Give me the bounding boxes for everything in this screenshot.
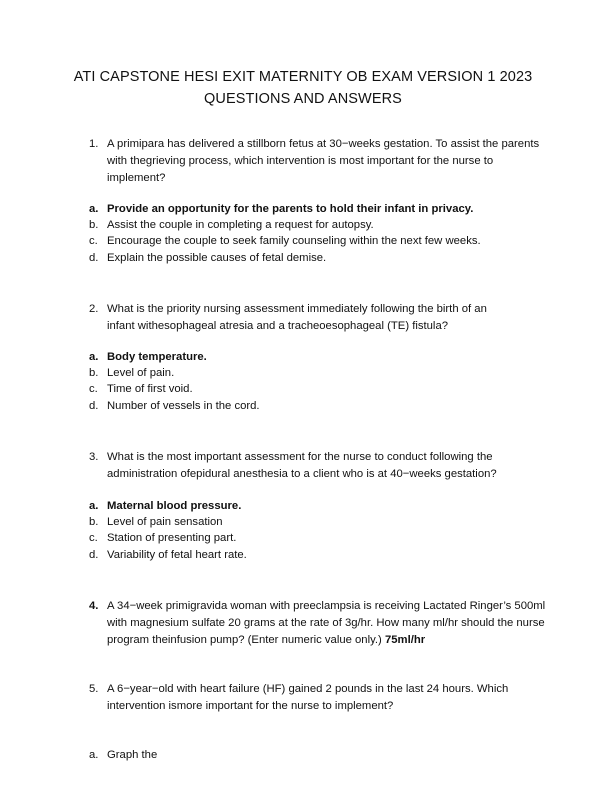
answer-options-5: [89, 747, 569, 763]
option-letter: a.: [89, 351, 99, 363]
question-line: program theinfusion pump? (Enter numeric value only.): [107, 634, 382, 646]
question-3: [89, 449, 559, 483]
option: [89, 514, 569, 530]
question-line: implement?: [107, 172, 166, 184]
option-text: Number of vessels in the cord.: [107, 399, 260, 412]
question-line: with magnesium sulfate 20 grams at the rate of 3g/hr. How many ml/hr should the nurse: [107, 617, 545, 629]
option-letter: d.: [89, 251, 99, 264]
option-text: Variability of fetal heart rate.: [107, 548, 247, 561]
option: [89, 381, 569, 397]
option: [89, 530, 569, 546]
option: [89, 398, 569, 414]
option-text: Provide an opportunity for the parents to hold their infant in privacy.: [107, 203, 474, 215]
question-line: intervention ismore important for the nurse to implement?: [107, 700, 394, 712]
question-4: [89, 598, 559, 649]
answer-options-3: [89, 498, 569, 563]
question-line: What is the most important assessment for the nurse to conduct following the: [107, 451, 493, 463]
question-line: administration ofepidural anesthesia to a client who is at 40−weeks gestation?: [107, 468, 497, 480]
option-letter: a.: [89, 500, 99, 512]
option-letter: c.: [89, 235, 98, 248]
answer-options-1: [89, 201, 569, 266]
question-line: A 6−year−old with heart failure (HF) gained 2 pounds in the last 24 hours. Which: [107, 683, 509, 695]
question-text: [107, 301, 559, 335]
question-text: [107, 681, 559, 715]
question-text: [107, 598, 559, 649]
question-1: [89, 136, 559, 187]
title-line-2: QUESTIONS AND ANSWERS: [204, 91, 402, 107]
option: [89, 250, 569, 266]
option-letter: c.: [89, 532, 98, 545]
question-line: infant withesophageal atresia and a tracheoesophageal (TE) fistula?: [107, 320, 449, 332]
option-letter: b.: [89, 516, 99, 529]
option-text: Maternal blood pressure.: [107, 500, 242, 512]
option-letter: a.: [89, 203, 99, 215]
option-text: Graph the: [107, 749, 158, 761]
question-text: [107, 136, 559, 187]
question-line: What is the priority nursing assessment immediately following the birth of an: [107, 303, 487, 315]
option-text: Explain the possible causes of fetal demise.: [107, 251, 327, 264]
option-text: Level of pain.: [107, 367, 175, 380]
option-correct: [89, 498, 569, 514]
option-text: Time of first void.: [107, 383, 193, 396]
question-number: 4.: [89, 600, 99, 612]
question-5: [89, 681, 559, 715]
answer-options-2: [89, 349, 569, 414]
option-text: Assist the couple in completing a request for autopsy.: [107, 219, 374, 232]
option-text: Body temperature.: [107, 351, 207, 363]
option-letter: d.: [89, 548, 99, 561]
question-line: A primipara has delivered a stillborn fetus at 30−weeks gestation. To assist the parents: [107, 138, 540, 150]
question-line-with-answer: [107, 632, 559, 649]
question-line: with thegrieving process, which intervention is most important for the nurse to: [107, 155, 494, 167]
option-correct: [89, 201, 569, 217]
question-number: 1.: [89, 138, 99, 150]
document-title: [0, 66, 606, 110]
option-letter: b.: [89, 367, 99, 380]
option: [89, 365, 569, 381]
question-line: A 34−week primigravida woman with preeclampsia is receiving Lactated Ringer’s 500ml: [107, 600, 546, 612]
option-text: Level of pain sensation: [107, 516, 223, 529]
option-correct: [89, 349, 569, 365]
option-letter: d.: [89, 399, 99, 412]
option-letter: a.: [89, 749, 99, 761]
question-number: 3.: [89, 451, 99, 463]
question-text: [107, 449, 559, 483]
numeric-answer: 75ml/hr: [384, 634, 426, 646]
title-line-1: ATI CAPSTONE HESI EXIT MATERNITY OB EXAM VERSION 1 2023: [73, 69, 533, 85]
option: [89, 233, 569, 249]
option-text: Encourage the couple to seek family counseling within the next few weeks.: [107, 235, 481, 248]
option-letter: c.: [89, 383, 98, 396]
option-text: Station of presenting part.: [107, 532, 237, 545]
question-number: 2.: [89, 303, 99, 315]
option: [89, 217, 569, 233]
question-number: 5.: [89, 683, 99, 695]
option-letter: b.: [89, 219, 99, 232]
option: [89, 747, 569, 763]
question-2: [89, 301, 559, 335]
option: [89, 547, 569, 563]
